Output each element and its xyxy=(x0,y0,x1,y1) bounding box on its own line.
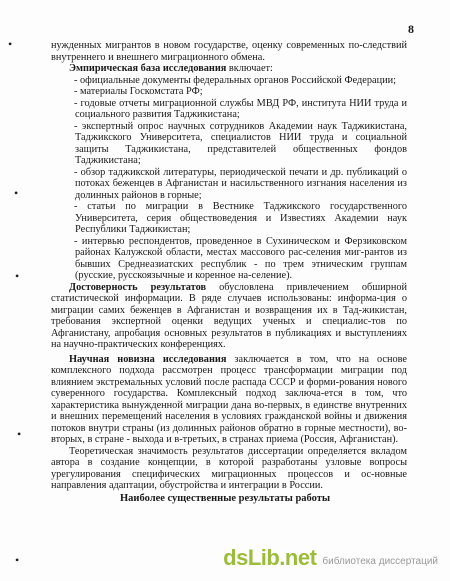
list-item: - годовые отчеты миграционной службы МВД РФ, института НИИ труда и социального развития Таджикистана; xyxy=(74,97,407,120)
list-item: - материалы Госкомстата РФ; xyxy=(74,86,203,97)
section-heading: Наиболее существенные результаты работы xyxy=(120,493,331,504)
bold-lead: Эмпирическая база исследования xyxy=(69,63,227,74)
list-item: - экспертный опрос научных сотрудников Академии наук Таджикистана, Таджикского Университета, специалистов НИИ труда и социальной защиты Таджикистана, представителей общественных фондов Таджикистана; xyxy=(74,120,407,166)
list-item: - обзор таджикской литературы, периодической печати и др. публикаций о потоках беженцев в Афганистан и насильственного изгнания населения из долинных районов в горные; xyxy=(74,166,407,201)
bold-lead: Достоверность результатов xyxy=(69,281,207,293)
body-text xyxy=(51,40,407,492)
scan-mark: • xyxy=(15,269,20,283)
paragraph: нужденных мигрантов в новом государстве, оценку современных по-следствий внутреннего и внешнего миграционного обмена. xyxy=(51,40,407,63)
paragraph: Научная новизна исследования заключается в том, что на основе комплексного подхода рассмотрен процесс трансформации миграции под влиянием экстремальных условий после распада СССР и форми-рования нового суверенного государства. Комплексный подход заключа-ется в том, что характеристика вынужденной миграции дана во-первых, в единстве внутренних и внешних перемещений населения в условиях гражданской войны и движения потоков внутри страны (из долинных районов обратно в горные местности), во-вторых, в стране - выхода и в-третьих, в странах приема (Россия, Афганистан). xyxy=(51,353,407,445)
list-item: - официальные документы федеральных органов Российской Федерации; xyxy=(74,74,396,86)
list-item: - статьи по миграции в Вестнике Таджикского государственного Университета, серия обществоведения и Известиях Академии наук Республики Таджикистан; xyxy=(74,201,407,235)
scan-mark: • xyxy=(15,553,20,567)
list-item: - интервью респондентов, проведенное в Сухиническом и Ферзиковском районах Калужской области, местах массового рас-селения миг-рантов из бывших Среднеазиатских республик - по трем этническим группам (русские, русскоязычные и коренное на-селение). xyxy=(74,235,407,281)
watermark xyxy=(223,545,438,571)
scan-mark: • xyxy=(8,37,13,51)
paragraph: Эмпирическая база исследования включает: xyxy=(69,63,273,74)
watermark-logo: dsLib.net xyxy=(223,545,317,570)
scan-mark: • xyxy=(17,427,22,441)
bold-lead: Научная новизна исследования xyxy=(69,353,227,365)
watermark-subtitle: библиотека диссертаций xyxy=(322,556,438,567)
scan-mark: • xyxy=(14,186,19,200)
paragraph: Теоретическая значимость результатов диссертации определяется вкладом автора в создание концепции, в которой разработаны узловые вопросы урегулирования специфических миграционных процессов и ос-новные направления адаптации, обустройства и интеграции в России. xyxy=(51,445,407,491)
page-number: 8 xyxy=(408,22,414,36)
paragraph: Достоверность результатов обусловлена привлечением обширной статистической информации. В ряде случаев использованы: информа-ция о миграции самих беженцев в Афганистан и возвращения их в Тад-жикистан, требования экспертной оценки ведущих ученых и специалис-тов по Афганистану, апробация основных результатов в публикациях и выступлениях на научно-практических конференциях. xyxy=(51,281,407,350)
